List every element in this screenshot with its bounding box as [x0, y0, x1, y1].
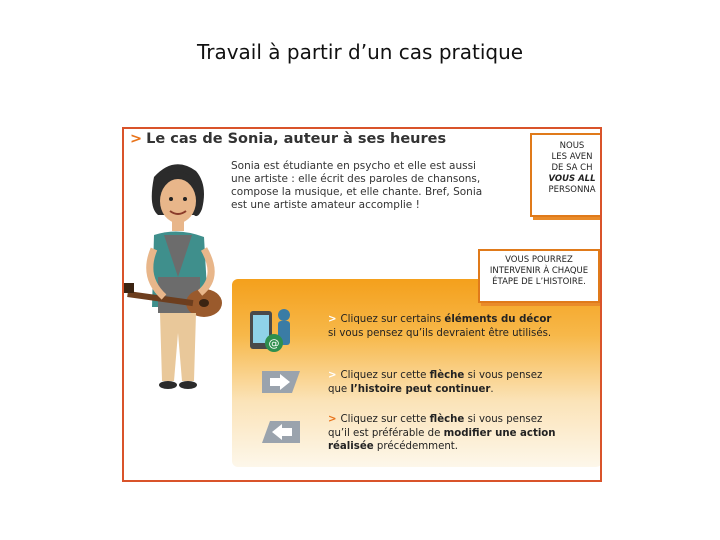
- bubble-line: VOUS ALL: [548, 174, 596, 184]
- bubble-line: INTERVENIR À CHAQUE: [489, 266, 589, 276]
- bubble-line: ÉTAPE DE L’HISTOIRE.: [492, 277, 586, 287]
- heading-arrow: >: [130, 131, 143, 147]
- instruction-modify: [328, 413, 598, 454]
- instruction-bold: l’histoire peut continuer: [350, 383, 491, 395]
- instruction-text: qu’il est préférable de: [328, 427, 444, 439]
- instruction-text: .: [490, 383, 494, 395]
- instruction-bold: flèche: [429, 370, 465, 381]
- instruction-continue: [328, 369, 598, 396]
- bubble-line: PERSONNA: [548, 185, 596, 195]
- instruction-text: Cliquez sur cette: [340, 414, 430, 425]
- instruction-bold: flèche: [429, 414, 465, 425]
- bubble-line: NOUS: [559, 141, 585, 151]
- bubble-line: LES AVEN: [551, 152, 593, 162]
- heading-text: Le cas de Sonia, auteur à ses heures: [146, 131, 447, 147]
- instruction-text: que: [328, 383, 351, 395]
- next-arrow-button[interactable]: [260, 369, 302, 395]
- instruction-text: si vous pensez qu’ils devraient être utilisés.: [328, 327, 552, 339]
- instruction-bold: éléments du décor: [444, 314, 552, 325]
- instruction-bullet: >: [328, 314, 337, 325]
- slide-title: Travail à partir d’un cas pratique: [196, 40, 524, 64]
- instruction-bold: modifier une action réalisée: [328, 427, 556, 452]
- back-arrow-button[interactable]: [260, 419, 302, 445]
- instruction-decor: [328, 313, 598, 340]
- instruction-bullet: >: [328, 370, 337, 381]
- instruction-text: si vous pensez: [464, 370, 543, 381]
- module-frame: [122, 127, 602, 482]
- instruction-text: Cliquez sur certains: [340, 314, 445, 325]
- instruction-text: Cliquez sur cette: [340, 370, 430, 381]
- instruction-text: précédemment.: [373, 441, 459, 452]
- module-heading: [130, 131, 446, 147]
- narrator-bubble: [530, 133, 602, 217]
- intro-text: Sonia est étudiante en psycho et elle est aussi une artiste : elle écrit des paroles de chansons, compose la musique, et elle chante. Bref, Sonia est une artiste amateur accomplie !: [231, 160, 483, 211]
- intervene-bubble: [478, 249, 600, 303]
- bubble-line: VOUS POURREZ: [505, 255, 573, 265]
- sonia-character-illustration: [124, 157, 228, 393]
- instruction-text: si vous pensez: [464, 414, 543, 425]
- instruction-bullet: >: [328, 414, 337, 425]
- svg-text:@: @: [268, 337, 280, 350]
- decor-elements-icon[interactable]: [244, 299, 306, 361]
- bubble-line: DE SA CH: [551, 163, 593, 173]
